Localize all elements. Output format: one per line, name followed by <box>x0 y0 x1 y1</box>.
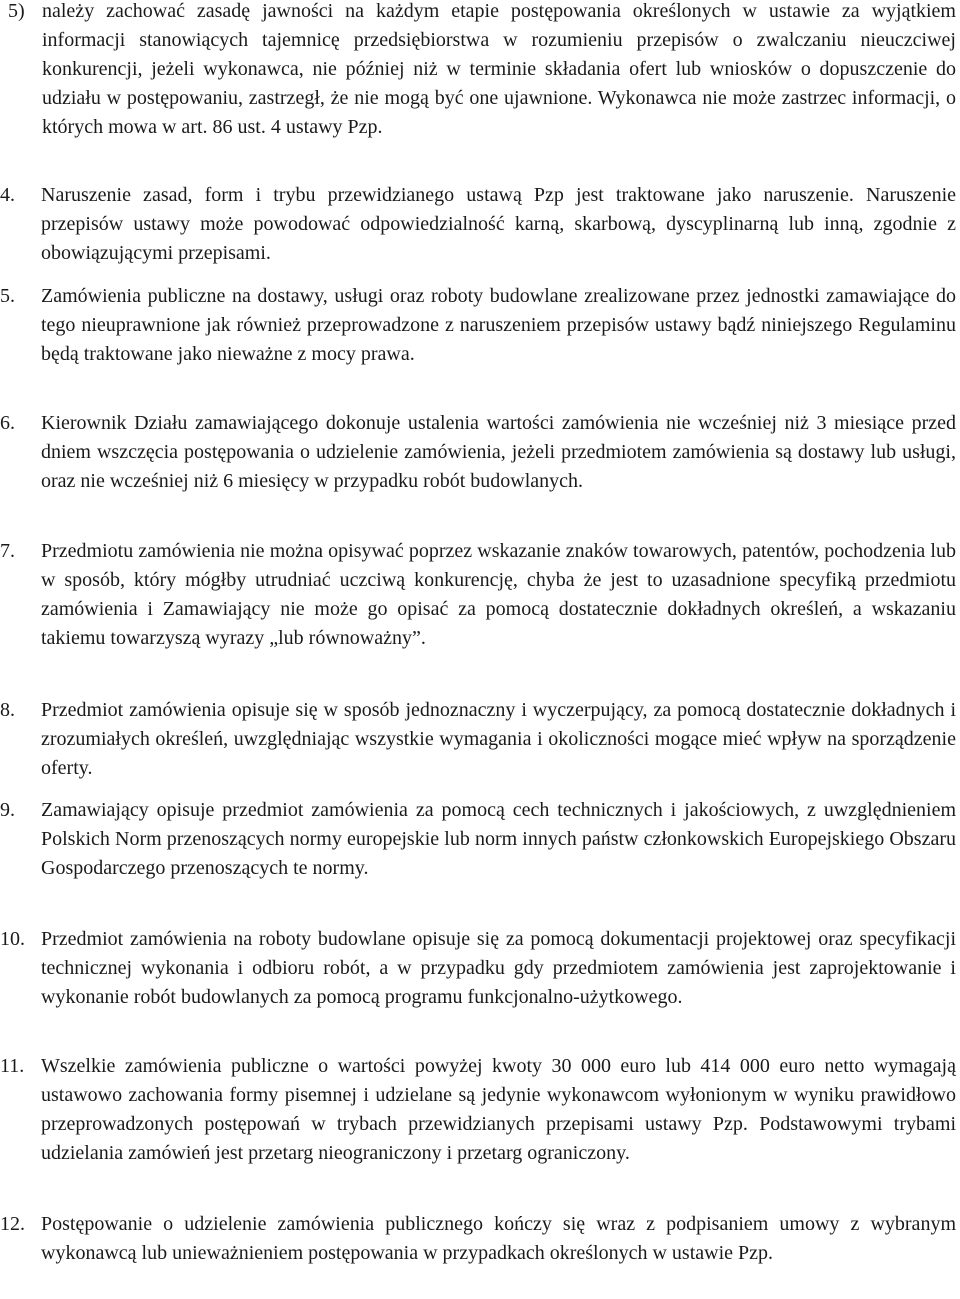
item-text: Zamawiający opisuje przedmiot zamówienia za pomocą cech technicznych i jakościowych, z uwzględnieniem Polskich Norm przenoszących normy europejskie lub norm innych państw członkowskich Europejskiego Obszaru Gospodarczego przenoszących te normy. <box>41 799 956 879</box>
item-number: 8. <box>0 699 15 721</box>
item-number: 9. <box>0 799 15 821</box>
item-number: 12. <box>0 1213 25 1235</box>
item-number: 5) <box>8 0 25 22</box>
item-text: Postępowanie o udzielenie zamówienia publicznego kończy się wraz z podpisaniem umowy z wybranym wykonawcą lub unieważnieniem postępowania w przypadkach określonych w ustawie Pzp. <box>41 1213 956 1264</box>
item-text: Kierownik Działu zamawiającego dokonuje ustalenia wartości zamówienia nie wcześniej niż 3 miesiące przed dniem wszczęcia postępowania o udzielenie zamówienia, jeżeli przedmiotem zamówienia są dostawy lub usługi, oraz nie wcześniej niż 6 miesięcy w przypadku robót budowlanych. <box>41 412 956 492</box>
list-item-8 <box>0 696 956 783</box>
list-item-10 <box>0 925 956 1012</box>
item-text: Zamówienia publiczne na dostawy, usługi oraz roboty budowlane zrealizowane przez jednostki zamawiające do tego nieuprawnione jak również przeprowadzone z naruszeniem przepisów ustawy bądź niniejszego Regulaminu będą traktowane jako nieważne z mocy prawa. <box>41 285 956 365</box>
list-item-5 <box>0 282 956 369</box>
list-item-7 <box>0 537 956 653</box>
item-text: Naruszenie zasad, form i trybu przewidzianego ustawą Pzp jest traktowane jako naruszenie. Naruszenie przepisów ustawy może powodować odpowiedzialność karną, skarbową, dyscyplinarną lub inną, zgodnie z obowiązującymi przepisami. <box>41 184 956 264</box>
item-text: Przedmiot zamówienia opisuje się w sposób jednoznaczny i wyczerpujący, za pomocą dostatecznie dokładnych i zrozumiałych określeń, uwzględniając wszystkie wymagania i okoliczności mogące mieć wpływ na sporządzenie oferty. <box>41 699 956 779</box>
item-number: 4. <box>0 184 15 206</box>
item-number: 6. <box>0 412 15 434</box>
item-number: 10. <box>0 928 25 950</box>
item-number: 5. <box>0 285 15 307</box>
item-text: Wszelkie zamówienia publiczne o wartości powyżej kwoty 30 000 euro lub 414 000 euro netto wymagają ustawowo zachowania formy pisemnej i udzielane są jedynie wykonawcom wyłonionym w wyniku prawidłowo przeprowadzonych postępowań w trybach przewidzianych przepisami ustawy Pzp. Podstawowymi trybami udzielania zamówień jest przetarg nieograniczony i przetarg ograniczony. <box>41 1055 956 1164</box>
item-number: 11. <box>0 1055 25 1077</box>
list-item-6 <box>0 409 956 496</box>
list-item-9 <box>0 796 956 883</box>
list-item-11 <box>0 1052 956 1168</box>
list-item-4 <box>0 181 956 268</box>
item-text: Przedmiotu zamówienia nie można opisywać poprzez wskazanie znaków towarowych, patentów, pochodzenia lub w sposób, który mógłby utrudniać uczciwą konkurencję, chyba że jest to uzasadnione specyfiką przedmiotu zamówienia i Zamawiający nie może go opisać za pomocą dostatecznie dokładnych określeń, a wskazaniu takiemu towarzyszą wyrazy „lub równoważny”. <box>41 540 956 649</box>
item-number: 7. <box>0 540 15 562</box>
list-item-12 <box>0 1210 956 1268</box>
sub-item-5 <box>8 0 956 142</box>
item-text: Przedmiot zamówienia na roboty budowlane opisuje się za pomocą dokumentacji projektowej oraz specyfikacji technicznej wykonania i odbioru robót, a w przypadku gdy przedmiotem zamówienia jest zaprojektowanie i wykonanie robót budowlanych za pomocą programu funkcjonalno-użytkowego. <box>41 928 956 1008</box>
item-text: należy zachować zasadę jawności na każdym etapie postępowania określonych w ustawie za wyjątkiem informacji stanowiących tajemnicę przedsiębiorstwa w rozumieniu przepisów o zwalczaniu nieuczciwej konkurencji, jeżeli wykonawca, nie później niż w terminie składania ofert lub wniosków o dopuszczenie do udziału w postępowaniu, zastrzegł, że nie mogą być one ujawnione. Wykonawca nie może zastrzec informacji, o których mowa w art. 86 ust. 4 ustawy Pzp. <box>42 0 956 138</box>
